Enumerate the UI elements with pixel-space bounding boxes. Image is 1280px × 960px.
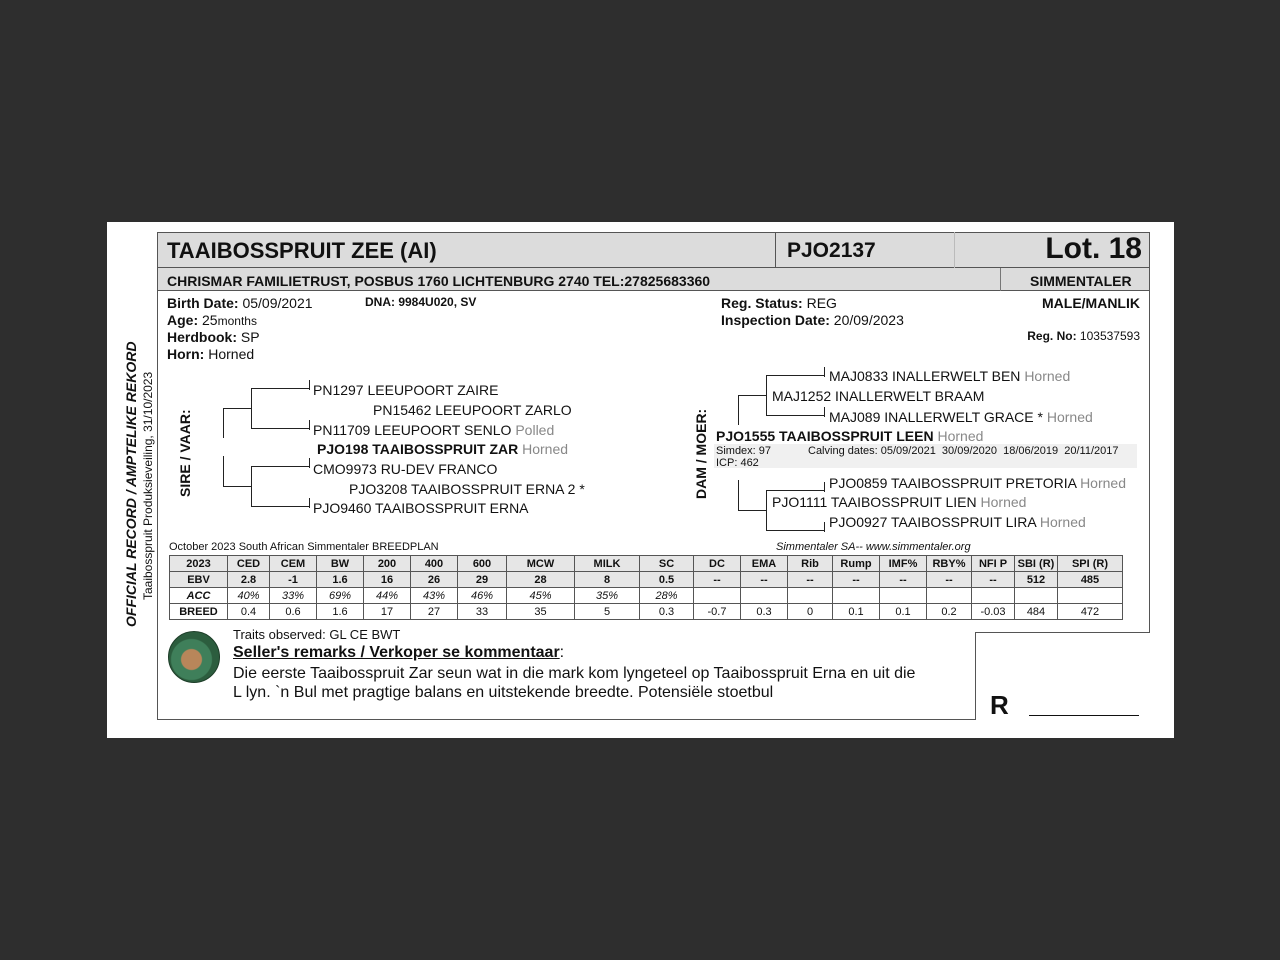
official-record-label: OFFICIAL RECORD / AMPTELIKE REKORD: [123, 341, 139, 627]
sire-dam-dam: PJO9460 TAAIBOSSPRUIT ERNA: [313, 500, 529, 516]
table-cell: 29: [458, 572, 507, 588]
table-cell: EMA: [741, 556, 788, 572]
sire-grandsire: PN15462 LEEUPOORT ZARLO: [373, 402, 572, 418]
table-row: [170, 588, 1123, 604]
table-cell: --: [788, 572, 833, 588]
sire-granddam: PJO3208 TAAIBOSSPRUIT ERNA 2 *: [349, 481, 585, 497]
table-cell: SBI (R): [1015, 556, 1058, 572]
table-cell: 27: [411, 604, 458, 620]
dam-icp: ICP: 462: [716, 457, 759, 469]
table-cell: [880, 588, 927, 604]
table-cell: IMF%: [880, 556, 927, 572]
remarks-line-1: Die eerste Taaibosspruit Zar seun wat in die mark kom lyngeteel op Taaibosspruit Erna en uit die: [233, 665, 916, 682]
table-cell: DC: [694, 556, 741, 572]
birth-date: Birth Date: 05/09/2021: [167, 295, 313, 311]
row-header-cell: BREED: [170, 604, 228, 620]
table-cell: 200: [364, 556, 411, 572]
table-cell: --: [880, 572, 927, 588]
inspection-date: Inspection Date: 20/09/2023: [721, 312, 904, 328]
table-cell: SPI (R): [1058, 556, 1123, 572]
breedplan-table: [169, 555, 1123, 620]
table-cell: 600: [458, 556, 507, 572]
table-cell: [1058, 588, 1123, 604]
sex-label: MALE/MANLIK: [1042, 295, 1140, 311]
reg-number: Reg. No: 103537593: [1027, 329, 1140, 343]
table-cell: MCW: [507, 556, 575, 572]
herdbook: Herdbook: SP: [167, 329, 260, 345]
table-cell: 28: [507, 572, 575, 588]
table-cell: RBY%: [927, 556, 972, 572]
table-cell: -0.03: [972, 604, 1015, 620]
table-cell: Rib: [788, 556, 833, 572]
dam-label: DAM / MOER:: [693, 408, 709, 499]
dam-main: PJO1555 TAAIBOSSPRUIT LEEN Horned: [716, 428, 984, 444]
table-row: [170, 604, 1123, 620]
table-cell: 33%: [270, 588, 317, 604]
table-cell: 2.8: [228, 572, 270, 588]
table-cell: 35: [507, 604, 575, 620]
table-cell: 0.1: [833, 604, 880, 620]
table-cell: 0.1: [880, 604, 927, 620]
lot-card: [107, 222, 1174, 738]
table-cell: 0.4: [228, 604, 270, 620]
table-cell: BW: [317, 556, 364, 572]
table-cell: 472: [1058, 604, 1123, 620]
table-cell: [927, 588, 972, 604]
table-cell: 44%: [364, 588, 411, 604]
table-row: [170, 572, 1123, 588]
table-cell: 0: [788, 604, 833, 620]
row-header-cell: 2023: [170, 556, 228, 572]
table-cell: 484: [1015, 604, 1058, 620]
table-cell: 40%: [228, 588, 270, 604]
table-cell: 35%: [575, 588, 640, 604]
dam-dam-dam: PJO0927 TAAIBOSSPRUIT LIRA Horned: [829, 514, 1086, 530]
table-cell: [741, 588, 788, 604]
table-cell: -0.7: [694, 604, 741, 620]
table-cell: 0.6: [270, 604, 317, 620]
table-cell: -1: [270, 572, 317, 588]
table-cell: Rump: [833, 556, 880, 572]
sire-dam: PN11709 LEEUPOORT SENLO Polled: [313, 422, 555, 438]
table-cell: --: [972, 572, 1015, 588]
table-cell: 46%: [458, 588, 507, 604]
breedplan-caption: October 2023 South African Simmentaler BREEDPLAN: [169, 541, 439, 553]
dna-info: DNA: 9984U020, SV: [365, 295, 477, 309]
sire-main: PJO198 TAAIBOSSPRUIT ZAR Horned: [317, 441, 569, 457]
dam-sire: MAJ1252 INALLERWELT BRAAM: [772, 388, 985, 404]
table-cell: 5: [575, 604, 640, 620]
table-cell: 0.2: [927, 604, 972, 620]
dam-simdex: Simdex: 97: [716, 445, 772, 457]
table-cell: CED: [228, 556, 270, 572]
table-cell: SC: [640, 556, 694, 572]
table-cell: CEM: [270, 556, 317, 572]
table-cell: [694, 588, 741, 604]
owner-text: CHRISMAR FAMILIETRUST, POSBUS 1760 LICHTENBURG 2740 TEL:27825683360: [167, 273, 711, 289]
table-cell: --: [927, 572, 972, 588]
sale-name-label: Taaibosspruit Produksieveiling, 31/10/2023: [141, 371, 155, 600]
table-cell: [788, 588, 833, 604]
table-cell: 0.5: [640, 572, 694, 588]
dam-calving-dates: Calving dates: 05/09/2021 30/09/2020 18/06/2019 20/11/2017: [808, 445, 1119, 457]
breed-label: SIMMENTALER: [1030, 273, 1132, 289]
age: Age: 25months: [167, 312, 257, 328]
table-cell: 28%: [640, 588, 694, 604]
table-cell: NFI P: [972, 556, 1015, 572]
table-cell: 1.6: [317, 604, 364, 620]
row-header-cell: EBV: [170, 572, 228, 588]
table-cell: 8: [575, 572, 640, 588]
table-cell: 16: [364, 572, 411, 588]
dam-sire-sire: MAJ0833 INALLERWELT BEN Horned: [829, 368, 1071, 384]
animal-id: PJO2137: [787, 239, 876, 262]
table-cell: 0.3: [741, 604, 788, 620]
row-header-cell: ACC: [170, 588, 228, 604]
price-label: R: [990, 690, 1009, 720]
table-cell: 485: [1058, 572, 1123, 588]
table-cell: 1.6: [317, 572, 364, 588]
table-cell: --: [741, 572, 788, 588]
table-cell: 69%: [317, 588, 364, 604]
dam-dam: PJO1111 TAAIBOSSPRUIT LIEN Horned: [772, 494, 1027, 510]
table-cell: 45%: [507, 588, 575, 604]
table-cell: --: [833, 572, 880, 588]
animal-name: TAAIBOSSPRUIT ZEE (AI): [167, 238, 437, 263]
lot-number: Lot. 18: [1045, 232, 1142, 265]
sire-dam-sire: CMO9973 RU-DEV FRANCO: [313, 461, 498, 477]
horn-status: Horn: Horned: [167, 346, 255, 362]
remarks-heading: Seller's remarks / Verkoper se kommentaar:: [233, 644, 565, 661]
breed-society-logo: [168, 631, 220, 683]
table-cell: 33: [458, 604, 507, 620]
table-cell: MILK: [575, 556, 640, 572]
table-cell: [1015, 588, 1058, 604]
sire-sire: PN1297 LEEUPOORT ZAIRE: [313, 382, 499, 398]
table-cell: 0.3: [640, 604, 694, 620]
table-cell: [833, 588, 880, 604]
remarks-line-2: L lyn. `n Bul met pragtige balans en uitstekende breedte. Potensiële stoetbul: [233, 684, 774, 701]
reg-status: Reg. Status: REG: [721, 295, 837, 311]
price-input-line[interactable]: [1029, 715, 1139, 716]
table-cell: 400: [411, 556, 458, 572]
dam-dam-sire: PJO0859 TAAIBOSSPRUIT PRETORIA Horned: [829, 475, 1126, 491]
table-cell: 43%: [411, 588, 458, 604]
table-cell: 17: [364, 604, 411, 620]
sire-label: SIRE / VAAR:: [177, 409, 193, 497]
table-cell: --: [694, 572, 741, 588]
breedplan-site: Simmentaler SA-- www.simmentaler.org: [776, 541, 971, 553]
table-row: [170, 556, 1123, 572]
table-cell: [972, 588, 1015, 604]
table-cell: 26: [411, 572, 458, 588]
traits-observed: Traits observed: GL CE BWT: [233, 627, 401, 642]
table-cell: 512: [1015, 572, 1058, 588]
dam-sire-dam: MAJ089 INALLERWELT GRACE * Horned: [829, 409, 1093, 425]
